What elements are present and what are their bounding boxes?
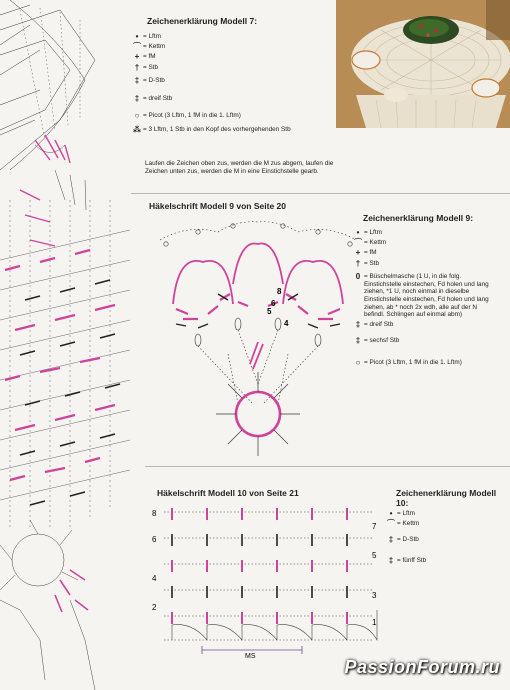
legend-item: • = Lftm xyxy=(131,33,331,41)
sechsf-stb-icon: ‡ xyxy=(355,335,361,345)
dreif-stb-icon: ‡ xyxy=(355,320,361,330)
model10-legend-title: Zeichenerklärung Modell 10: xyxy=(396,488,497,508)
divider xyxy=(145,466,510,467)
lftm-icon: • xyxy=(356,228,360,237)
divider xyxy=(131,193,510,194)
legend-item: † = Stb xyxy=(352,260,498,268)
model9-legend-title: Zeichenerklärung Modell 9: xyxy=(363,213,474,223)
picot-icon: ○ xyxy=(134,111,140,121)
model7-legend xyxy=(131,33,331,136)
doily-photo xyxy=(336,0,510,128)
watermark: PassionForum.ru xyxy=(344,657,500,677)
lftm-icon: • xyxy=(389,509,393,518)
row-number: 5 xyxy=(372,551,377,560)
kettm-icon: ⌒ xyxy=(133,42,141,52)
legend-item: + = fM xyxy=(131,53,331,61)
d-stb-icon: ‡ xyxy=(388,534,394,544)
fm-icon: + xyxy=(134,52,140,62)
legend-item: ○ = Picot (3 Lftm, 1 fM in die 1. Lftm) xyxy=(352,359,498,367)
row-number: 1 xyxy=(372,618,377,627)
legend-item: ‡ = D-Stb xyxy=(385,536,505,544)
d-stb-icon: ‡ xyxy=(134,76,140,86)
model9-legend xyxy=(352,229,498,369)
legend-item: • = Lftm xyxy=(385,510,505,518)
legend-item: ‡ = dreif Stb xyxy=(131,95,331,103)
row-number: 8 xyxy=(277,287,282,296)
kettm-icon: ⌒ xyxy=(354,238,362,248)
legend-item: ⁂ = 3 Lftm, 1 Stb in den Kopf des vorhergehenden Stb xyxy=(132,124,291,134)
legend-item: ⌒ = Kettm xyxy=(133,42,166,52)
fuenff-stb-icon: ‡ xyxy=(388,556,394,566)
row-number: 2 xyxy=(152,603,157,612)
legend-item: † = Stb xyxy=(131,64,331,72)
kettm-icon: ⌒ xyxy=(387,519,395,529)
stb-icon: † xyxy=(355,258,361,268)
legend-item: • = Lftm xyxy=(352,229,498,237)
row-number: 6 xyxy=(271,299,276,308)
lftm-icon: • xyxy=(135,32,139,41)
model9-chart xyxy=(158,214,358,460)
model7-legend-title: Zeichenerklärung Modell 7: xyxy=(147,16,258,26)
legend-item: 0 = Büschelmasche (1 U, in die folg. Einstichstelle einstechen, Fd holen und lang ziehen, *1 U, noch einmal in dieselbe Einstichstelle einstechen, Fd holen und lang ziehen, ab * noch 2x wdh, alle auf der N befindl. Schlingen auf einmal abm) xyxy=(352,273,498,319)
model9-title: Häkelschrift Modell 9 von Seite 20 xyxy=(149,201,286,211)
dreif-stb-icon: ‡ xyxy=(134,93,140,103)
picot-icon: ○ xyxy=(355,357,361,367)
row-number: 3 xyxy=(372,591,377,600)
row-number: 7 xyxy=(372,522,377,531)
legend-item: + = fM xyxy=(352,249,498,257)
legend-item: ○ = Picot (3 Lftm, 1 fM in die 1. Lftm) xyxy=(131,112,331,120)
ms-label: MS xyxy=(245,653,256,660)
row-number: 4 xyxy=(152,574,157,583)
legend-item: ‡ = sechsf Stb xyxy=(352,337,498,345)
stb-icon: † xyxy=(134,62,140,72)
row-number: 6 xyxy=(152,535,157,544)
left-border-chart xyxy=(0,0,132,690)
model10-chart xyxy=(152,500,384,660)
model10-title: Häkelschrift Modell 10 von Seite 21 xyxy=(157,488,299,498)
model7-note: Laufen die Zeichen oben zus, werden die M zus abgem, laufen die Zeichen unten zus, werden die M in eine Einstichstelle gearb. xyxy=(145,160,334,175)
fm-icon: + xyxy=(355,248,361,258)
row-number: 8 xyxy=(152,509,157,518)
legend-item: ‡ = D-Stb xyxy=(131,77,331,85)
legend-item: ⌒ = Kettm xyxy=(354,238,387,248)
stb-chain-icon: ⁂ xyxy=(132,124,142,134)
row-number: 5 xyxy=(267,307,272,316)
row-number: 4 xyxy=(284,319,289,328)
legend-item: ‡ = fünff Stb xyxy=(385,557,505,565)
bueschelmasche-icon: 0 xyxy=(355,272,361,282)
legend-item: ⌒ = Kettm xyxy=(387,519,420,529)
legend-item: ‡ = dreif Stb xyxy=(352,321,498,329)
model10-legend xyxy=(385,510,505,568)
